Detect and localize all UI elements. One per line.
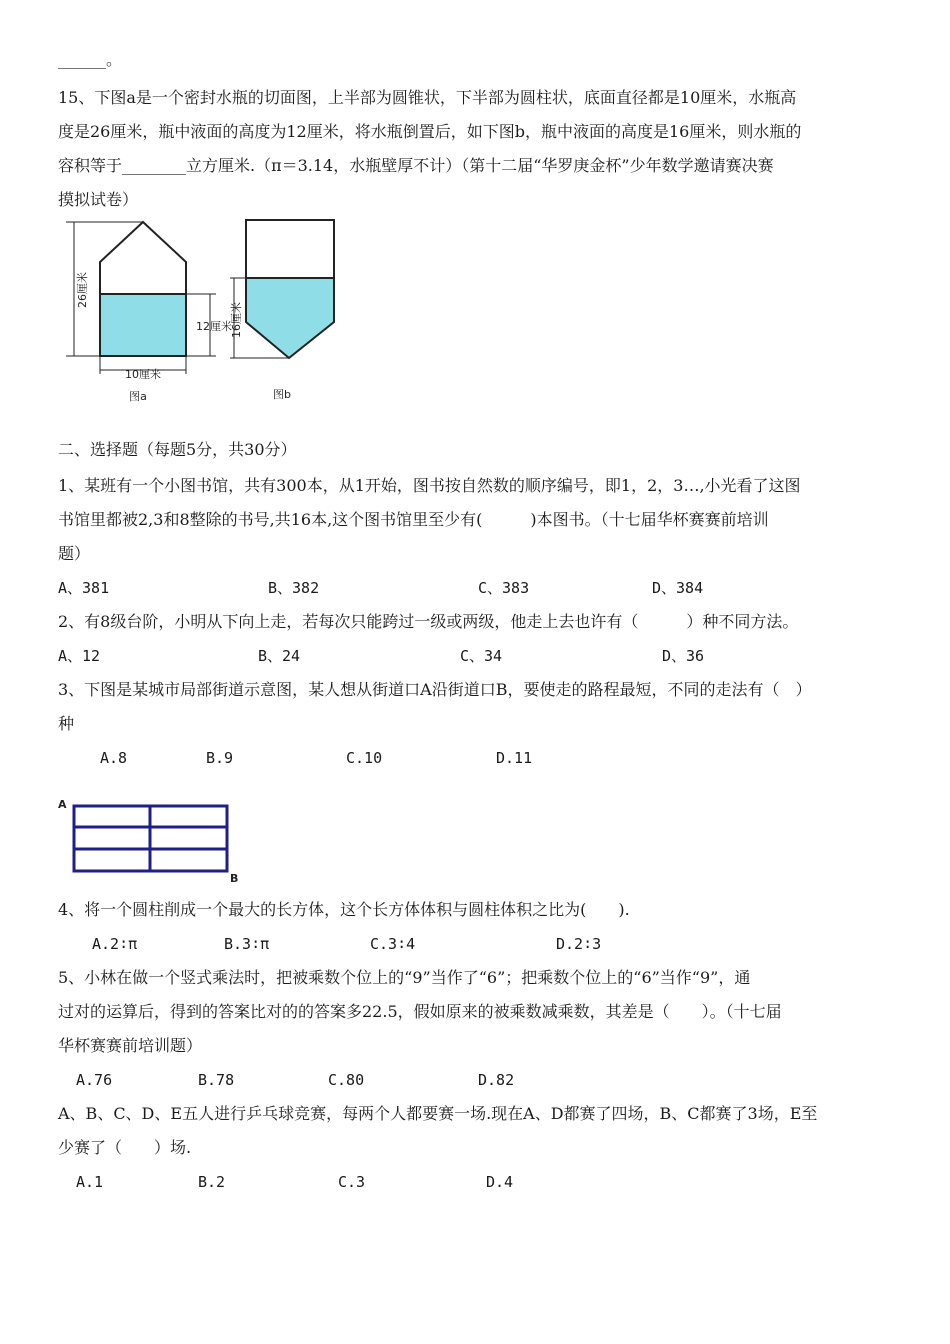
q2-line-1: 2、有8级台阶，小明从下向上走，若每次只能跨过一级或两级，他走上去也许有（ ）种不同方法。 bbox=[58, 612, 799, 631]
q2-option-b: B、24 bbox=[258, 647, 301, 665]
q4-option-b: B.3∶π bbox=[224, 935, 270, 953]
q14-answer-blank: ______。 bbox=[58, 50, 123, 69]
q15-line-4: 摸拟试卷） bbox=[58, 190, 139, 209]
q1-option-c: C、383 bbox=[478, 579, 530, 597]
section-2-title: 二、选择题（每题5分，共30分） bbox=[58, 440, 297, 459]
q6-option-c: C.3 bbox=[338, 1173, 366, 1191]
q1-option-a: A、381 bbox=[58, 579, 110, 597]
q5-option-a: A.76 bbox=[76, 1071, 113, 1089]
q1-line-3: 题） bbox=[58, 544, 91, 563]
q15-line-3: 容积等于________立方厘米.（π＝3.14，水瓶壁厚不计）（第十二届“华罗庚金杯”少年数学邀请赛决赛 bbox=[58, 156, 774, 175]
caption-a: 图a bbox=[129, 390, 147, 403]
q15-line-1: 15、下图a是一个密封水瓶的切面图，上半部为圆锥状，下半部为圆柱状，底面直径都是10厘米，水瓶高 bbox=[58, 88, 797, 107]
q5-option-c: C.80 bbox=[328, 1071, 365, 1089]
q6-line-1: A、B、C、D、E五人进行乒乓球竞赛，每两个人都要赛一场.现在A、D都赛了四场，B、C都赛了3场，E至 bbox=[58, 1104, 818, 1123]
q2-option-d: D、36 bbox=[662, 647, 705, 665]
q1-option-d: D、384 bbox=[652, 579, 704, 597]
q5-option-d: D.82 bbox=[478, 1071, 515, 1089]
label-16cm: 16厘米 bbox=[230, 302, 243, 338]
q4-line-1: 4、将一个圆柱削成一个最大的长方体，这个长方体体积与圆柱体积之比为( ). bbox=[58, 900, 630, 919]
q15-line-2: 度是26厘米，瓶中液面的高度为12厘米，将水瓶倒置后，如下图b，瓶中液面的高度是16厘米，则水瓶的 bbox=[58, 122, 802, 141]
q6-option-d: D.4 bbox=[486, 1173, 514, 1191]
q3-option-c: C.10 bbox=[346, 749, 383, 767]
label-10cm: 10厘米 bbox=[125, 368, 161, 381]
q6-option-a: A.1 bbox=[76, 1173, 104, 1191]
q4-option-a: A.2∶π bbox=[92, 935, 138, 953]
q4-option-c: C.3∶4 bbox=[370, 935, 416, 953]
q2-option-a: A、12 bbox=[58, 647, 101, 665]
q3-line-2: 种 bbox=[58, 714, 75, 733]
street-grid-figure bbox=[56, 796, 246, 886]
label-26cm: 26厘米 bbox=[76, 272, 89, 308]
q5-option-b: B.78 bbox=[198, 1071, 235, 1089]
grid-label-a: A bbox=[58, 798, 67, 811]
q5-line-1: 5、小林在做一个竖式乘法时，把被乘数个位上的“9”当作了“6”；把乘数个位上的“6”当作“9”，通 bbox=[58, 968, 751, 987]
q6-line-2: 少赛了（ ）场. bbox=[58, 1138, 192, 1157]
q5-line-2: 过对的运算后，得到的答案比对的的答案多22.5，假如原来的被乘数减乘数，其差是（ ）。（十七届 bbox=[58, 1002, 782, 1021]
caption-b: 图b bbox=[273, 388, 291, 401]
q1-line-2: 书馆里都被2,3和8整除的书号,共16本,这个图书馆里至少有( )本图书。（十七届华杯赛赛前培训 bbox=[58, 510, 769, 529]
q5-line-3: 华杯赛赛前培训题） bbox=[58, 1036, 203, 1055]
q3-option-d: D.11 bbox=[496, 749, 533, 767]
grid-label-b: B bbox=[230, 872, 239, 885]
q6-option-b: B.2 bbox=[198, 1173, 226, 1191]
q1-line-1: 1、某班有一个小图书馆，共有300本，从1开始，图书按自然数的顺序编号，即1，2，3…,小光看了这图 bbox=[58, 476, 801, 495]
water-fill-b bbox=[246, 278, 334, 358]
bottle-figure bbox=[56, 218, 346, 408]
q3-line-1: 3、下图是某城市局部街道示意图，某人想从街道口A沿街道口B，要使走的路程最短，不同的走法有（ ） bbox=[58, 680, 812, 699]
water-fill-a bbox=[100, 294, 186, 356]
q1-option-b: B、382 bbox=[268, 579, 320, 597]
q2-option-c: C、34 bbox=[460, 647, 503, 665]
q4-option-d: D.2∶3 bbox=[556, 935, 602, 953]
q3-option-b: B.9 bbox=[206, 749, 234, 767]
q3-option-a: A.8 bbox=[100, 749, 128, 767]
label-12cm: 12厘米 bbox=[196, 320, 232, 333]
